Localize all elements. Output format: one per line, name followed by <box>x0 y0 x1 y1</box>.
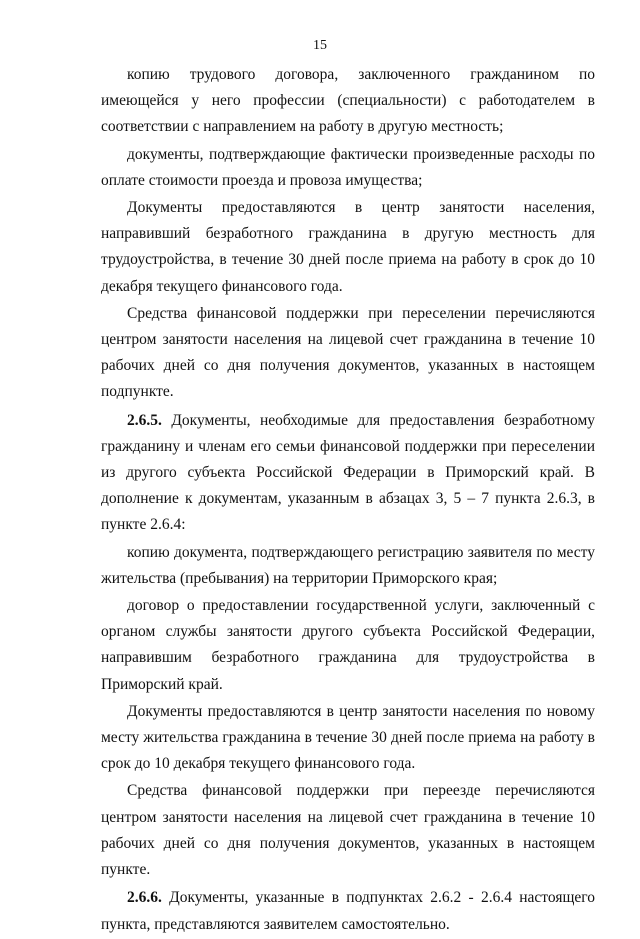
paragraph-registration-copy <box>101 540 595 592</box>
paragraph-text: документы, подтверждающие фактически произведенные расходы по оплате стоимости проезда и провоза имущества; <box>101 145 595 189</box>
paragraph-new-residence-deadline <box>101 699 595 778</box>
paragraph-submission-deadline <box>101 195 595 300</box>
page-number: 15 <box>313 38 327 53</box>
paragraph-text: Средства финансовой поддержки при переселении перечисляются центром занятости населения на лицевой счет гражданина в течение 10 рабочих дней со дня получения документов, указанных в настоящем подпункте. <box>101 304 595 401</box>
clause-number: 2.6.6. <box>127 889 162 907</box>
paragraph-service-agreement <box>101 593 595 698</box>
paragraph-relocation-funds-transfer <box>101 778 595 883</box>
paragraph-clause-2-6-6 <box>101 885 595 937</box>
document-body <box>101 62 595 939</box>
paragraph-text: Документы, необходимые для предоставления безработному гражданину и членам его семьи финансовой поддержки при переселении из другого субъекта Российской Федерации в Приморский край. В дополнение к документам, указанным в абзацах 3, 5 – 7 пункта 2.6.3, в пункте 2.6.4: <box>101 411 595 534</box>
clause-number: 2.6.5. <box>127 411 162 429</box>
paragraph-text: копию трудового договора, заключенного гражданином по имеющейся у него профессии (специальности) с работодателем в соответствии с направлением на работу в другую местность; <box>101 66 595 136</box>
paragraph-text: Документы, указанные в подпунктах 2.6.2 - 2.6.4 настоящего пункта, представляются заявителем самостоятельно. <box>101 889 595 933</box>
paragraph-text: Документы предоставляются в центр занятости населения, направивший безработного гражданина в другую местность для трудоустройства, в течение 30 дней после приема на работу в срок до 10 декабря текущего финансового года. <box>101 199 595 295</box>
paragraph-text: договор о предоставлении государственной услуги, заключенный с органом службы занятости другого субъекта Российской Федерации, направившим безработного гражданина для трудоустройства в Приморский край. <box>101 597 595 693</box>
paragraph-text: Документы предоставляются в центр занятости населения по новому месту жительства гражданина в течение 30 дней после приема на работу в срок до 10 декабря текущего финансового года. <box>101 702 595 773</box>
paragraph-employment-contract <box>101 62 595 141</box>
paragraph-expense-documents <box>101 142 595 194</box>
paragraph-text: Средства финансовой поддержки при переезде перечисляются центром занятости населения на лицевой счет гражданина в течение 10 рабочих дней со дня получения документов, указанных в настоящем пункте. <box>101 782 595 879</box>
paragraph-text: копию документа, подтверждающего регистрацию заявителя по месту жительства (пребывания) на территории Приморского края; <box>101 543 595 587</box>
paragraph-funds-transfer <box>101 301 595 406</box>
paragraph-clause-2-6-5 <box>101 408 595 539</box>
